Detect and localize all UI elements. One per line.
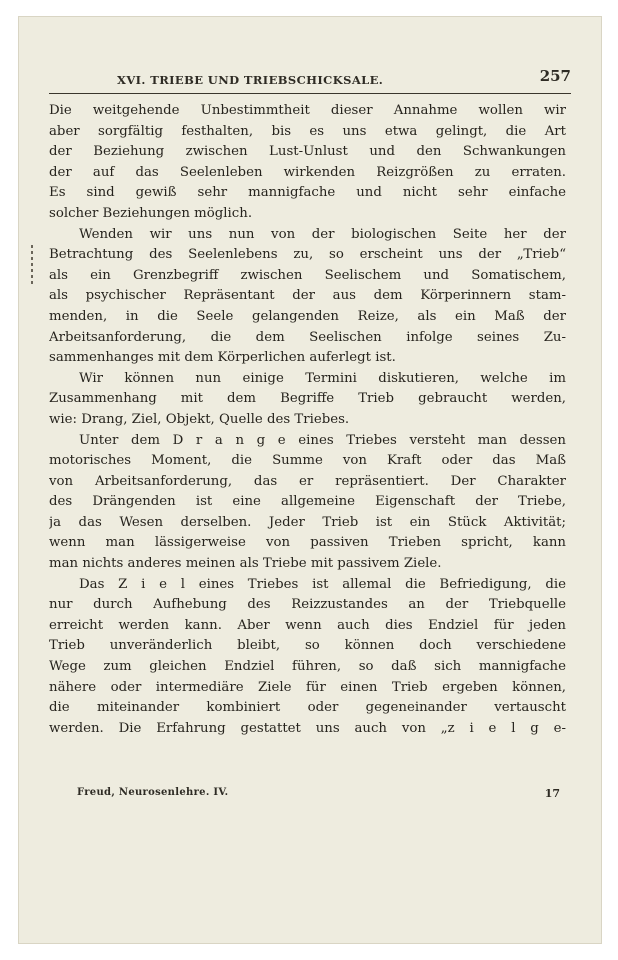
text-line: motorisches Moment, die Summe von Kraft oder das Maß [49,453,566,469]
text-line: Wenden wir uns nun von der biologischen Seite her der [79,226,566,242]
text-line: solcher Beziehungen möglich. [49,205,253,221]
text-line: werden. Die Erfahrung gestattet uns auch von „z i e l g e- [49,720,566,736]
text-line: aber sorgfältig festhalten, bis es uns etwa gelingt, die Art [49,123,566,139]
text-line: man nichts anderes meinen als Triebe mit passivem Ziele. [49,556,442,572]
text-line: als psychischer Repräsentant der aus dem Körperinnern stam- [49,288,566,304]
text-line: als ein Grenzbegriff zwischen Seelischem und Somatischem, [49,267,566,283]
book-page [18,16,602,944]
page-header [49,67,571,91]
text-line: Betrachtung des Seelenlebens zu, so erscheint uns der „Trieb“ [49,247,566,263]
text-line: nähere oder intermediäre Ziele für einen Trieb ergeben können, [49,679,566,695]
page-footer [49,787,566,807]
text-line: Arbeitsanforderung, die dem Seelischen infolge seines Zu- [49,329,566,345]
signature-line: Freud, Neurosenlehre. IV. [77,787,229,798]
text-line: Unter dem D r a n g e eines Triebes versteht man dessen [79,432,566,448]
text-line: Wege zum gleichen Endziel führen, so daß sich mannigfache [49,659,566,675]
text-line: Es sind gewiß sehr mannigfache und nicht sehr einfache [49,185,566,201]
margin-mark [31,245,33,285]
text-line: Trieb unveränderlich bleibt, so können doch verschiedene [49,638,566,654]
text-line: sammenhanges mit dem Körperlichen auferlegt ist. [49,350,396,366]
text-line: erreicht werden kann. Aber wenn auch dies Endziel für jeden [49,617,566,633]
header-rule [49,93,571,94]
text-line: Die weitgehende Unbestimmtheit dieser Annahme wollen wir [49,103,566,118]
text-line: Wir können nun einige Termini diskutieren, welche im [79,370,566,386]
text-line: von Arbeitsanforderung, das er repräsentiert. Der Charakter [49,473,566,489]
sheet-number: 17 [544,787,560,800]
text-line: ja das Wesen derselben. Jeder Trieb ist ein Stück Aktivität; [49,514,566,530]
text-line: Das Z i e l eines Triebes ist allemal die Befriedigung, die [79,576,566,592]
running-head: XVI. TRIEBE UND TRIEBSCHICKSALE. [117,73,384,87]
text-line: die miteinander kombiniert oder gegeneinander vertauscht [49,700,566,716]
text-line: menden, in die Seele gelangenden Reize, als ein Maß der [49,308,566,324]
text-line: wie: Drang, Ziel, Objekt, Quelle des Triebes. [49,411,350,427]
body-text [49,101,566,739]
text-line: des Drängenden ist eine allgemeine Eigenschaft der Triebe, [49,494,566,510]
text-line: nur durch Aufhebung des Reizzustandes an der Triebquelle [49,597,566,613]
text-line: wenn man lässigerweise von passiven Trieben spricht, kann [49,535,566,551]
text-line: der auf das Seelenleben wirkenden Reizgrößen zu erraten. [49,164,566,180]
page-number: 257 [539,67,571,85]
text-line: der Beziehung zwischen Lust-Unlust und den Schwankungen [49,144,566,160]
text-line: Zusammenhang mit dem Begriffe Trieb gebraucht werden, [49,391,566,407]
